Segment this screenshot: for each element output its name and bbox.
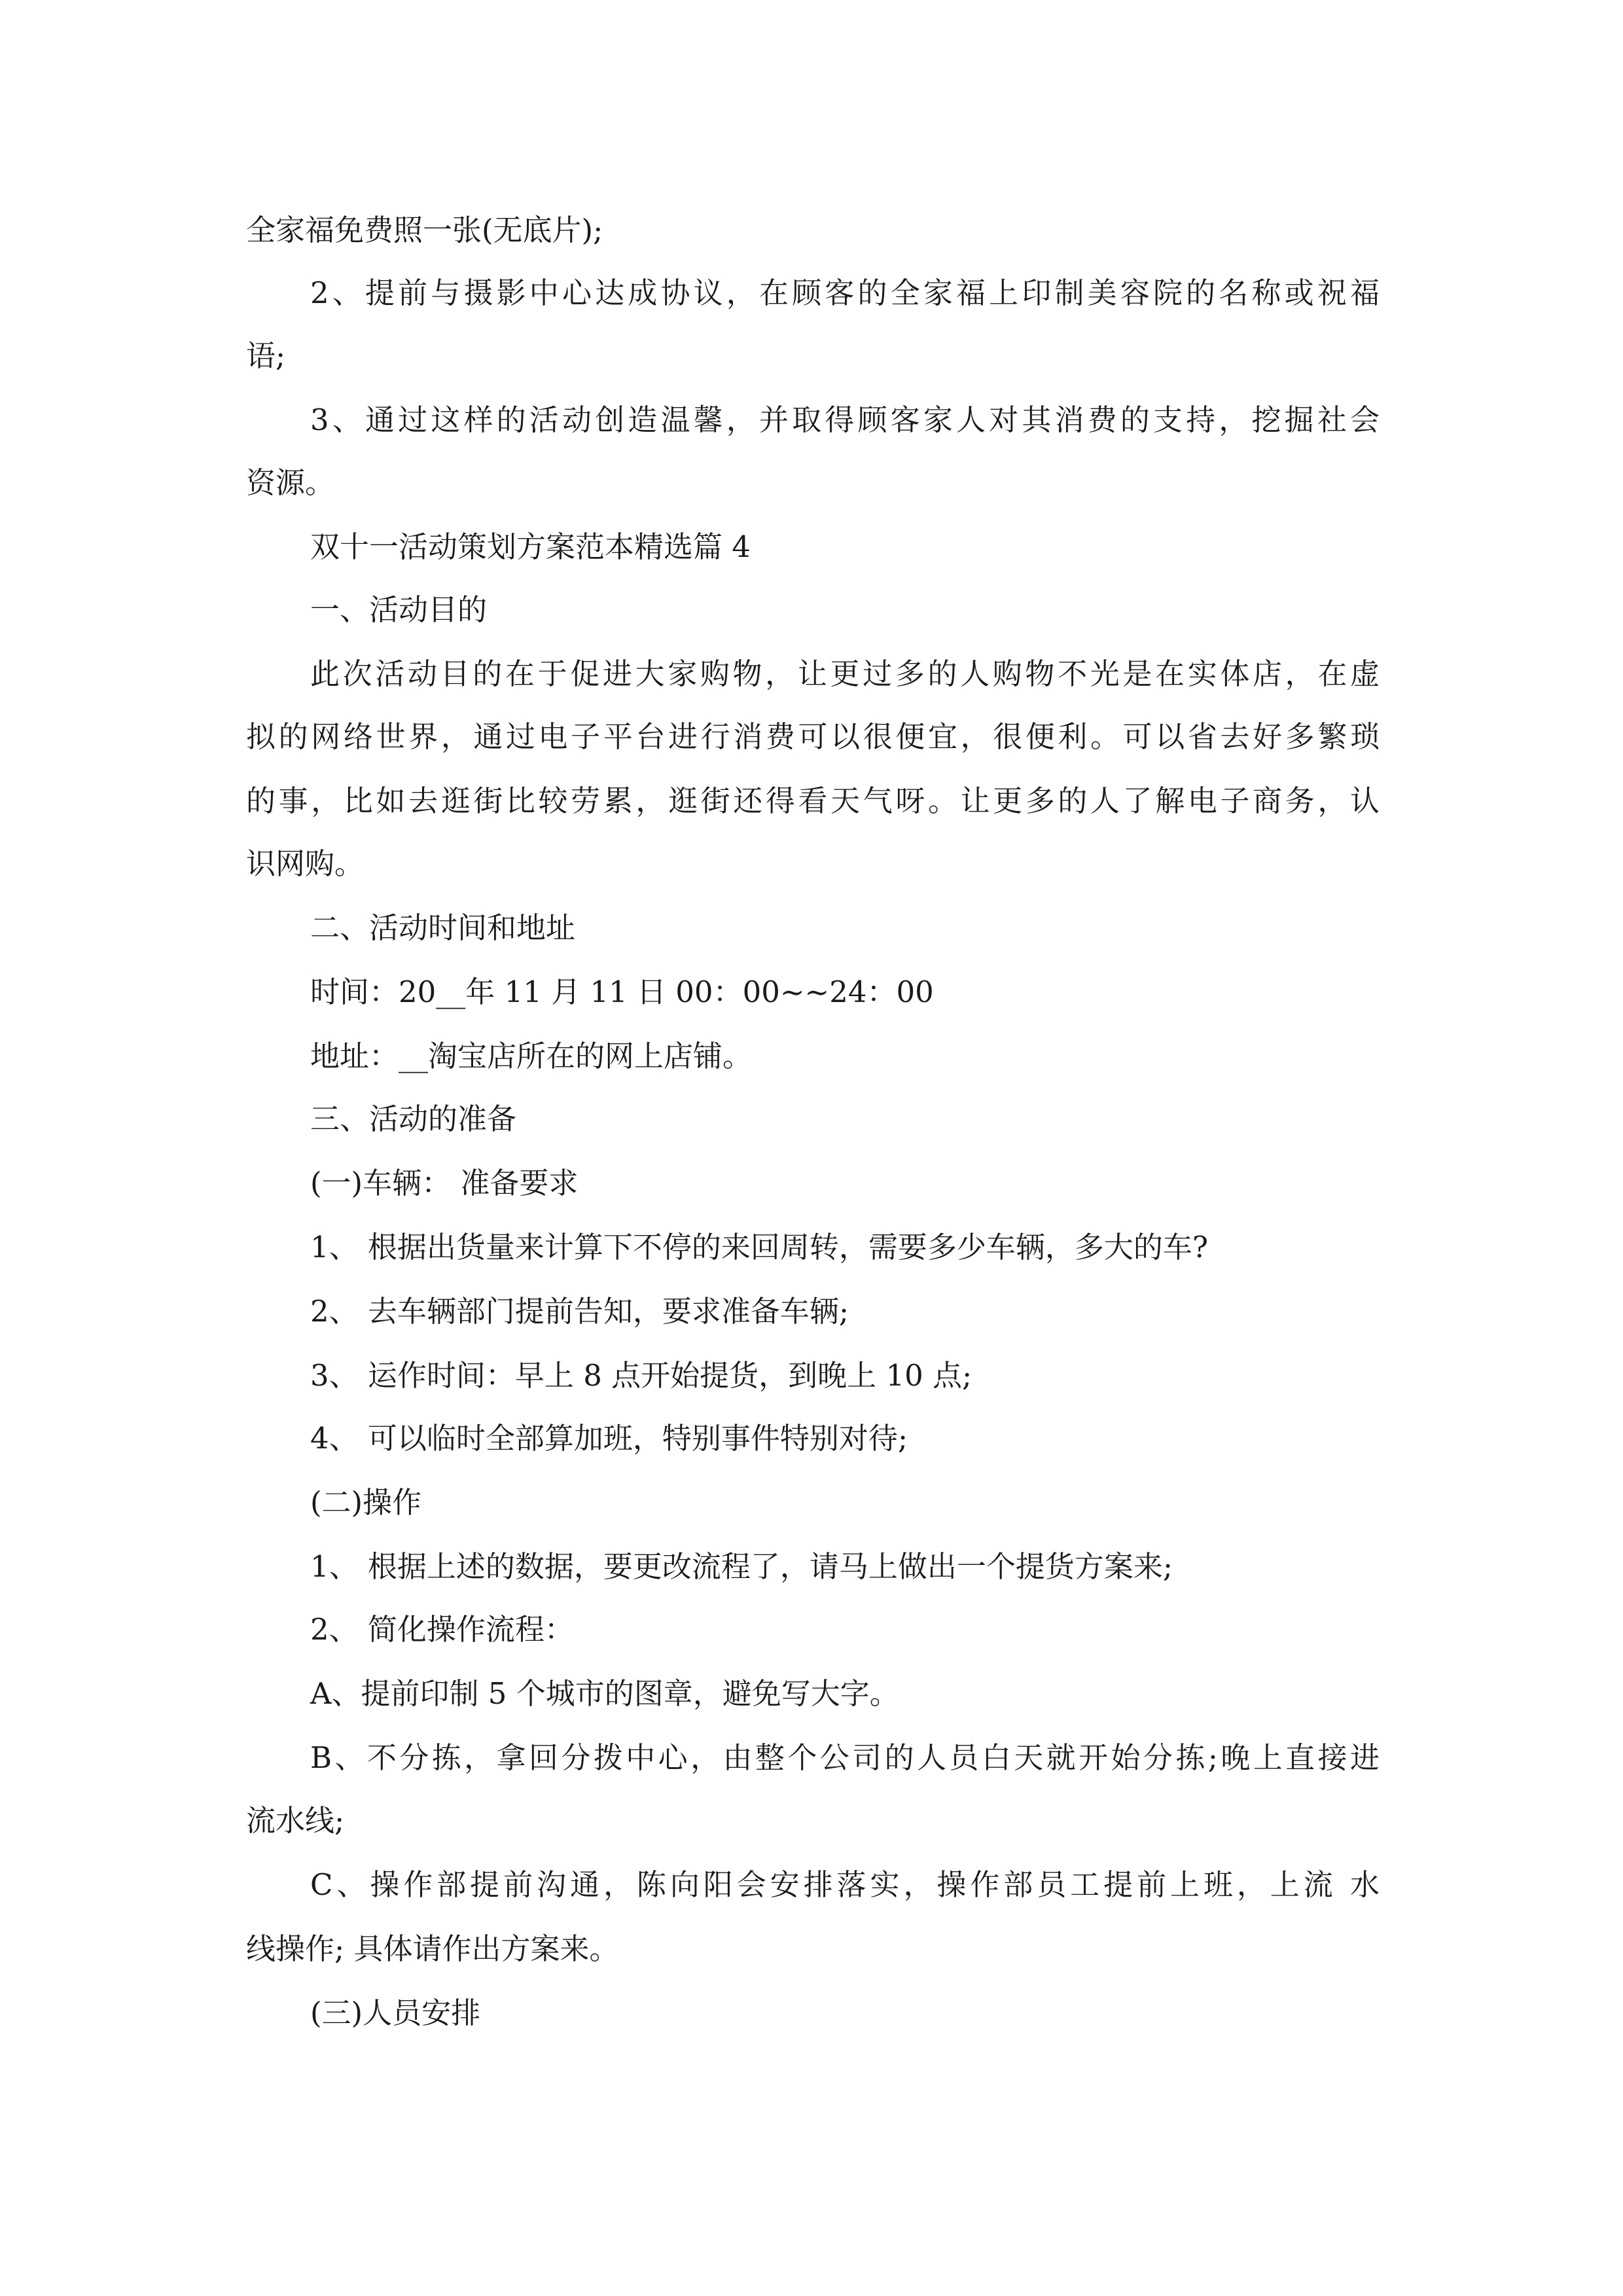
subsection-heading: (一)车辆： 准备要求 xyxy=(310,1166,579,1200)
subsection-heading: (二)操作 xyxy=(310,1485,422,1520)
list-item: A、提前印制 5 个城市的图章，避免写大字。 xyxy=(310,1676,899,1711)
section-heading: 一、活动目的 xyxy=(310,592,488,627)
list-item: 2、 简化操作流程： xyxy=(310,1612,574,1647)
text-line: 3、通过这样的活动创造温馨，并取得顾客家人对其消费的支持，挖掘社会 xyxy=(310,403,1380,437)
section-title: 双十一活动策划方案范本精选篇 4 xyxy=(310,529,751,564)
section-heading: 三、活动的准备 xyxy=(310,1102,517,1136)
section-heading: 二、活动时间和地址 xyxy=(310,910,576,945)
list-item: 1、 根据上述的数据，要更改流程了，请马上做出一个提货方案来; xyxy=(310,1549,1173,1584)
text-line: 的事，比如去逛街比较劳累，逛街还得看天气呀。让更多的人了解电子商务，认 xyxy=(246,783,1380,818)
list-item: 1、 根据出货量来计算下不停的来回周转，需要多少车辆，多大的车? xyxy=(310,1230,1209,1265)
list-item: 4、 可以临时全部算加班，特别事件特别对待; xyxy=(310,1421,908,1456)
list-item: 3、 运作时间：早上 8 点开始提货，到晚上 10 点; xyxy=(310,1358,972,1393)
text-line: 资源。 xyxy=(246,465,335,500)
list-item: 2、 去车辆部门提前告知，要求准备车辆; xyxy=(310,1294,849,1329)
text-line: 流水线; xyxy=(246,1803,345,1838)
list-item: B、不分拣，拿回分拨中心，由整个公司的人员白天就开始分拣;晚上直接进 xyxy=(310,1740,1380,1775)
text-line: 拟的网络世界，通过电子平台进行消费可以很便宜，很便利。可以省去好多繁琐 xyxy=(246,719,1380,754)
text-line: 时间：20__年 11 月 11 日 00：00~~24：00 xyxy=(310,975,934,1009)
text-line: 2、提前与摄影中心达成协议，在顾客的全家福上印制美容院的名称或祝福 xyxy=(310,276,1380,310)
text-line: 识网购。 xyxy=(246,846,365,881)
text-line: 全家福免费照一张(无底片); xyxy=(246,213,603,247)
text-line: 此次活动目的在于促进大家购物，让更过多的人购物不光是在实体店，在虚 xyxy=(310,656,1380,691)
text-line: 地址：__淘宝店所在的网上店铺。 xyxy=(310,1039,753,1073)
subsection-heading: (三)人员安排 xyxy=(310,1996,481,2030)
text-line: 线操作; 具体请作出方案来。 xyxy=(246,1931,619,1966)
list-item: C、操作部提前沟通，陈向阳会安排落实，操作部员工提前上班，上流 水 xyxy=(310,1867,1380,1902)
text-line: 语; xyxy=(246,338,286,373)
